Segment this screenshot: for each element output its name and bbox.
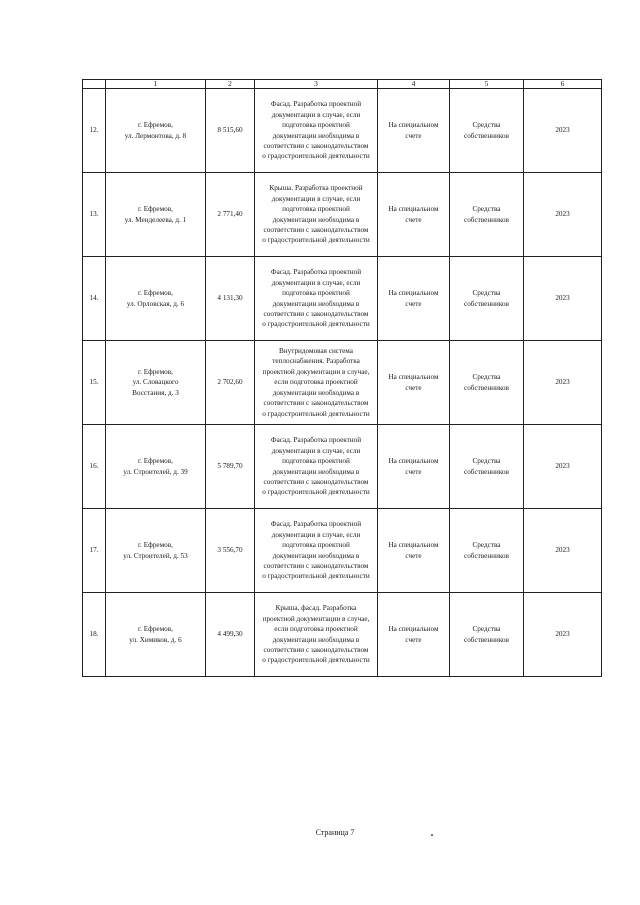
column-number-cell: 3 bbox=[255, 80, 378, 89]
address-cell bbox=[106, 593, 206, 677]
table-row bbox=[83, 341, 602, 425]
row-number-cell: 13. bbox=[83, 173, 106, 257]
funding-source-cell-line: Средства bbox=[472, 457, 501, 466]
year-cell: 2023 bbox=[524, 425, 602, 509]
funding-source-cell-line: собственников bbox=[464, 467, 509, 476]
funding-source-cell-line: Средства bbox=[472, 541, 501, 550]
account-type-cell-line: На специальном bbox=[388, 289, 439, 298]
work-description-cell-line: проектной документации в случае, bbox=[262, 367, 370, 376]
address-cell-line: ул. Строителей, д. 53 bbox=[123, 551, 188, 560]
area-cell: 4 499,30 bbox=[206, 593, 255, 677]
work-description-cell-line: документации в случае, если bbox=[271, 278, 361, 287]
table-body bbox=[83, 89, 602, 677]
address-cell-line: г. Ефремов, bbox=[138, 367, 173, 376]
account-type-cell-line: счете bbox=[405, 215, 422, 224]
work-description-cell-line: Крыша, фасад. Разработка bbox=[275, 604, 357, 613]
work-description-cell-line: подготовка проектной bbox=[282, 121, 350, 130]
table-row bbox=[83, 509, 602, 593]
work-description-cell-line: документации необходима в bbox=[272, 215, 360, 224]
row-number-cell: 15. bbox=[83, 341, 106, 425]
work-description-cell-line: соответствии с законодательством bbox=[263, 399, 369, 408]
work-description-cell-line: о градостроительной деятельности bbox=[262, 320, 370, 329]
address-cell bbox=[106, 173, 206, 257]
area-cell: 3 556,70 bbox=[206, 509, 255, 593]
account-type-cell-line: На специальном bbox=[388, 121, 439, 130]
account-type-cell bbox=[378, 341, 450, 425]
work-description-cell-line: документации необходима в bbox=[272, 388, 360, 397]
work-description-cell-line: соответствии с законодательством bbox=[263, 225, 369, 234]
area-cell: 2 702,60 bbox=[206, 341, 255, 425]
address-cell-line: г. Ефремов, bbox=[138, 625, 173, 634]
work-description-cell-line: Фасад. Разработка проектной bbox=[270, 436, 362, 445]
table-row bbox=[83, 173, 602, 257]
row-number-cell: 12. bbox=[83, 89, 106, 173]
work-description-cell-line: подготовка проектной bbox=[282, 457, 350, 466]
work-description-cell-line: соответствии с законодательством bbox=[263, 309, 369, 318]
column-number-cell: 6 bbox=[524, 80, 602, 89]
address-cell bbox=[106, 257, 206, 341]
address-cell-line: ул. Строителей, д. 39 bbox=[123, 467, 188, 476]
work-description-cell bbox=[255, 341, 378, 425]
funding-source-cell-line: собственников bbox=[464, 383, 509, 392]
work-description-cell-line: документации необходима в bbox=[272, 635, 360, 644]
work-description-cell-line: документации в случае, если bbox=[271, 530, 361, 539]
funding-source-cell-line: Средства bbox=[472, 289, 501, 298]
column-number-cell: 1 bbox=[106, 80, 206, 89]
address-cell-line: ул. Менделеева, д. 1 bbox=[124, 215, 187, 224]
area-cell: 2 771,40 bbox=[206, 173, 255, 257]
work-description-cell-line: соответствии с законодательством bbox=[263, 561, 369, 570]
scan-speck bbox=[431, 834, 433, 836]
address-cell-line: ул. Орловская, д. 6 bbox=[126, 299, 185, 308]
column-number-cell: 5 bbox=[450, 80, 524, 89]
work-description-cell bbox=[255, 257, 378, 341]
address-cell-line: Восстания, д. 3 bbox=[132, 388, 179, 397]
year-cell: 2023 bbox=[524, 173, 602, 257]
funding-source-cell-line: собственников bbox=[464, 551, 509, 560]
funding-source-cell bbox=[450, 593, 524, 677]
work-description-cell bbox=[255, 509, 378, 593]
work-description-cell-line: соответствии с законодательством bbox=[263, 477, 369, 486]
account-type-cell-line: На специальном bbox=[388, 625, 439, 634]
page-number-label: Страница 7 bbox=[315, 828, 355, 837]
work-description-cell-line: о градостроительной деятельности bbox=[262, 236, 370, 245]
work-description-cell bbox=[255, 593, 378, 677]
funding-source-cell-line: собственников bbox=[464, 299, 509, 308]
account-type-cell-line: счете bbox=[405, 635, 422, 644]
year-cell: 2023 bbox=[524, 257, 602, 341]
work-description-cell-line: теплоснабжения. Разработка bbox=[272, 357, 360, 366]
address-cell bbox=[106, 89, 206, 173]
work-description-cell bbox=[255, 89, 378, 173]
table-row bbox=[83, 425, 602, 509]
work-description-cell-line: о градостроительной деятельности bbox=[262, 572, 370, 581]
column-number-cell: 2 bbox=[206, 80, 255, 89]
year-cell: 2023 bbox=[524, 509, 602, 593]
column-number-cell bbox=[83, 80, 106, 89]
row-number-cell: 16. bbox=[83, 425, 106, 509]
account-type-cell bbox=[378, 593, 450, 677]
table-header bbox=[83, 80, 602, 89]
funding-source-cell-line: Средства bbox=[472, 121, 501, 130]
address-cell-line: г. Ефремов, bbox=[138, 121, 173, 130]
work-description-cell-line: подготовка проектной bbox=[282, 289, 350, 298]
funding-source-cell bbox=[450, 425, 524, 509]
address-cell-line: г. Ефремов, bbox=[138, 457, 173, 466]
address-cell-line: г. Ефремов, bbox=[138, 541, 173, 550]
address-cell-line: ул. Словацкого bbox=[132, 378, 179, 387]
year-cell: 2023 bbox=[524, 89, 602, 173]
funding-source-cell-line: Средства bbox=[472, 373, 501, 382]
page-footer bbox=[0, 828, 640, 837]
work-description-cell-line: документации в случае, если bbox=[271, 446, 361, 455]
funding-source-cell-line: собственников bbox=[464, 131, 509, 140]
column-number-cell: 4 bbox=[378, 80, 450, 89]
address-cell bbox=[106, 341, 206, 425]
account-type-cell-line: На специальном bbox=[388, 205, 439, 214]
work-description-cell-line: соответствии с законодательством bbox=[263, 645, 369, 654]
work-description-cell-line: документации необходима в bbox=[272, 551, 360, 560]
table-row bbox=[83, 593, 602, 677]
address-cell-line: ул. Химиков, д. 6 bbox=[129, 635, 182, 644]
account-type-cell-line: На специальном bbox=[388, 373, 439, 382]
work-description-cell-line: документации необходима в bbox=[272, 299, 360, 308]
account-type-cell bbox=[378, 509, 450, 593]
work-description-cell-line: документации в случае, если bbox=[271, 194, 361, 203]
work-description-cell-line: документации необходима в bbox=[272, 131, 360, 140]
repair-works-table bbox=[82, 79, 602, 677]
work-description-cell-line: о градостроительной деятельности bbox=[262, 656, 370, 665]
row-number-cell: 17. bbox=[83, 509, 106, 593]
table-row bbox=[83, 89, 602, 173]
work-description-cell-line: подготовка проектной bbox=[282, 541, 350, 550]
funding-source-cell bbox=[450, 89, 524, 173]
work-description-cell-line: если подготовка проектной bbox=[274, 378, 358, 387]
address-cell-line: ул. Лермонтова, д. 8 bbox=[124, 131, 187, 140]
work-description-cell bbox=[255, 425, 378, 509]
address-cell bbox=[106, 509, 206, 593]
work-description-cell-line: документации необходима в bbox=[272, 467, 360, 476]
funding-source-cell bbox=[450, 257, 524, 341]
address-cell-line: г. Ефремов, bbox=[138, 205, 173, 214]
work-description-cell-line: Внутридомовая система bbox=[279, 347, 353, 356]
funding-source-cell bbox=[450, 509, 524, 593]
work-description-cell-line: Крыша. Разработка проектной bbox=[269, 184, 363, 193]
funding-source-cell bbox=[450, 173, 524, 257]
work-description-cell-line: проектной документации в случае, bbox=[262, 614, 370, 623]
year-cell: 2023 bbox=[524, 593, 602, 677]
row-number-cell: 18. bbox=[83, 593, 106, 677]
address-cell-line: г. Ефремов, bbox=[138, 289, 173, 298]
account-type-cell-line: счете bbox=[405, 383, 422, 392]
account-type-cell bbox=[378, 173, 450, 257]
work-description-cell-line: Фасад. Разработка проектной bbox=[270, 520, 362, 529]
account-type-cell bbox=[378, 257, 450, 341]
account-type-cell-line: счете bbox=[405, 467, 422, 476]
work-description-cell-line: о градостроительной деятельности bbox=[262, 488, 370, 497]
work-description-cell-line: Фасад. Разработка проектной bbox=[270, 100, 362, 109]
year-cell: 2023 bbox=[524, 341, 602, 425]
funding-source-cell-line: Средства bbox=[472, 205, 501, 214]
area-cell: 5 789,70 bbox=[206, 425, 255, 509]
area-cell: 4 131,30 bbox=[206, 257, 255, 341]
row-number-cell: 14. bbox=[83, 257, 106, 341]
work-description-cell-line: о градостроительной деятельности bbox=[262, 409, 370, 418]
funding-source-cell-line: собственников bbox=[464, 635, 509, 644]
work-description-cell-line: о градостроительной деятельности bbox=[262, 152, 370, 161]
account-type-cell-line: На специальном bbox=[388, 541, 439, 550]
column-number-row bbox=[83, 80, 602, 89]
work-description-cell-line: соответствии с законодательством bbox=[263, 141, 369, 150]
work-description-cell-line: если подготовка проектной bbox=[274, 625, 358, 634]
funding-source-cell-line: Средства bbox=[472, 625, 501, 634]
account-type-cell-line: счете bbox=[405, 299, 422, 308]
funding-source-cell-line: собственников bbox=[464, 215, 509, 224]
account-type-cell bbox=[378, 89, 450, 173]
area-cell: 8 515,60 bbox=[206, 89, 255, 173]
work-description-cell-line: документации в случае, если bbox=[271, 110, 361, 119]
funding-source-cell bbox=[450, 341, 524, 425]
table-row bbox=[83, 257, 602, 341]
account-type-cell-line: счете bbox=[405, 131, 422, 140]
account-type-cell-line: счете bbox=[405, 551, 422, 560]
work-description-cell-line: Фасад. Разработка проектной bbox=[270, 268, 362, 277]
account-type-cell-line: На специальном bbox=[388, 457, 439, 466]
account-type-cell bbox=[378, 425, 450, 509]
address-cell bbox=[106, 425, 206, 509]
work-description-cell-line: подготовка проектной bbox=[282, 205, 350, 214]
work-description-cell bbox=[255, 173, 378, 257]
